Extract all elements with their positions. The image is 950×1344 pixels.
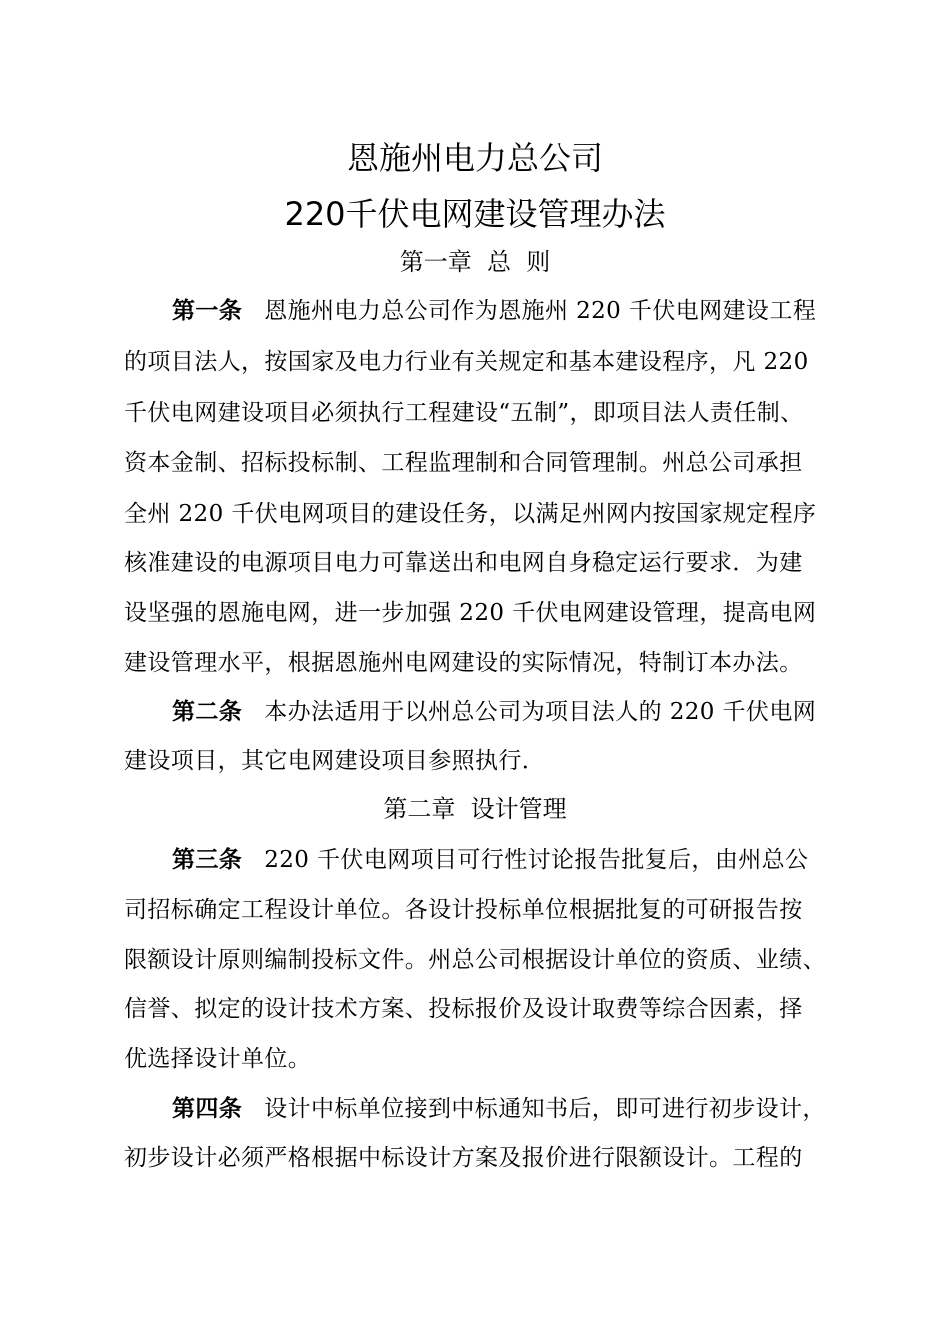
article-3-line: 信誉、拟定的设计技术方案、投标报价及设计取费等综合因素，择 — [124, 996, 803, 1022]
article-3-first-line — [172, 845, 808, 875]
article-4-text: 设计中标单位接到中标通知书后，即可进行初步设计， — [264, 1096, 826, 1122]
article-1-line: 千伏电网建设项目必须执行工程建设“五制”，即项目法人责任制、 — [124, 400, 804, 426]
article-3-text: 220 千伏电网项目可行性讨论报告批复后，由州总公 — [264, 847, 809, 873]
article-1-label: 第一条 — [172, 298, 243, 324]
article-4-label: 第四条 — [172, 1096, 243, 1122]
article-2-first-line — [172, 697, 816, 727]
article-4-line: 初步设计必须严格根据中标设计方案及报价进行限额设计。工程的 — [124, 1145, 803, 1171]
document-title-line1: 恩施州电力总公司 — [346, 139, 603, 177]
document-title-line2: 220千伏电网建设管理办法 — [284, 195, 666, 233]
article-1-line: 设坚强的恩施电网，进一步加强 220 千伏电网建设管理，提高电网 — [124, 600, 817, 626]
article-2-line: 建设项目，其它电网建设项目参照执行． — [124, 748, 546, 774]
article-1-line: 全州 220 千伏电网项目的建设任务，以满足州网内按国家规定程序 — [124, 501, 817, 527]
article-3-label: 第三条 — [172, 847, 243, 873]
article-3-line: 限额设计原则编制投标文件。州总公司根据设计单位的资质、业绩、 — [124, 947, 826, 973]
article-4-first-line — [172, 1094, 826, 1124]
chapter-heading-1: 第一章 总 则 — [399, 248, 551, 276]
article-1-line: 的项目法人，按国家及电力行业有关规定和基本建设程序，凡 220 — [124, 349, 809, 375]
article-1-line: 核准建设的电源项目电力可靠送出和电网自身稳定运行要求．为建 — [124, 550, 803, 576]
article-3-line: 优选择设计单位。 — [124, 1046, 312, 1072]
article-1-line: 资本金制、招标投标制、工程监理制和合同管理制。州总公司承担 — [124, 450, 803, 476]
article-1-first-line — [172, 296, 816, 326]
article-3-line: 司招标确定工程设计单位。各设计投标单位根据批复的可研报告按 — [124, 897, 803, 923]
article-1-line: 建设管理水平，根据恩施州电网建设的实际情况，特制订本办法。 — [124, 650, 803, 676]
article-2-label: 第二条 — [172, 699, 243, 725]
article-1-text: 恩施州电力总公司作为恩施州 220 千伏电网建设工程 — [264, 298, 817, 324]
article-2-text: 本办法适用于以州总公司为项目法人的 220 千伏电网 — [264, 699, 817, 725]
chapter-heading-2: 第二章 设计管理 — [383, 795, 567, 823]
